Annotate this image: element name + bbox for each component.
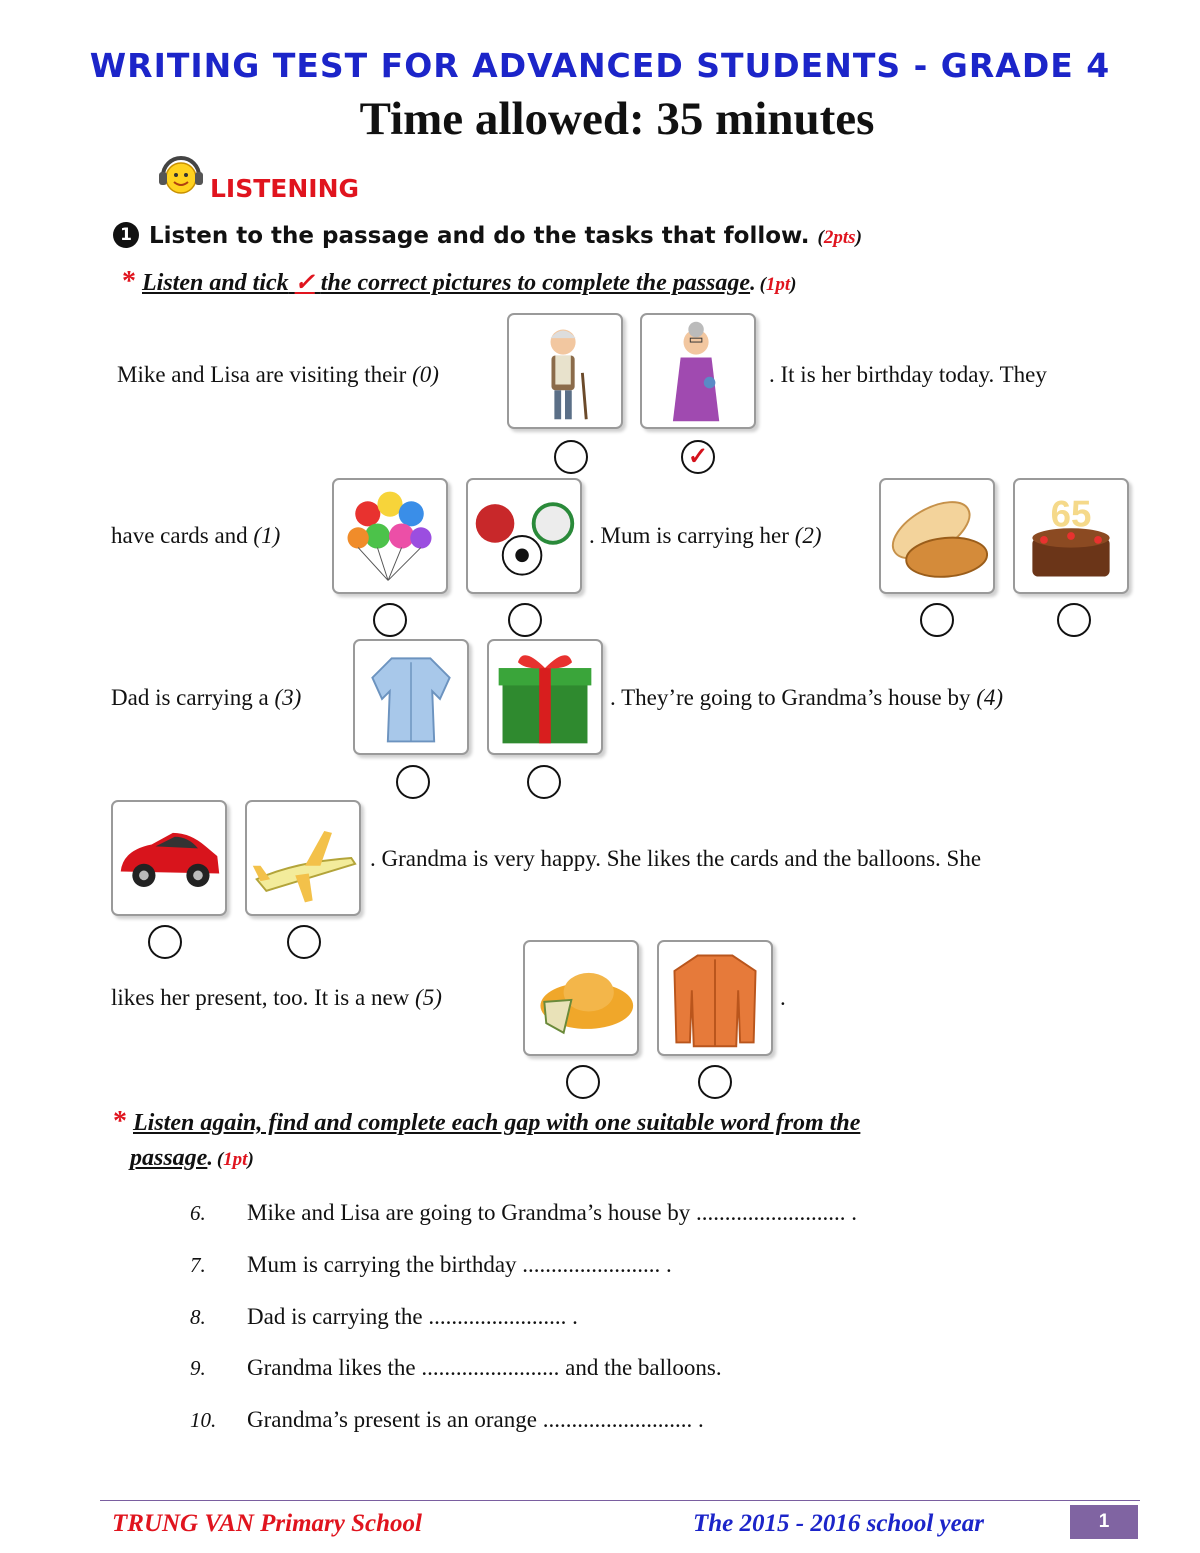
- answer-circle[interactable]: [373, 603, 407, 637]
- section-label: LISTENING: [210, 174, 360, 203]
- answer-circle[interactable]: [698, 1065, 732, 1099]
- gap-item-9: 9. Grandma likes the ........................ and the balloons.: [190, 1355, 722, 1380]
- task2-points: (1pt): [216, 1149, 254, 1170]
- sweater-picture: [657, 940, 773, 1056]
- answer-circle[interactable]: [1057, 603, 1091, 637]
- gap-item-10: 10. Grandma’s present is an orange .......................... .: [190, 1407, 704, 1432]
- footer-year: The 2015 - 2016 school year: [693, 1510, 984, 1537]
- grandfather-picture: [507, 313, 623, 429]
- task2-instruction-line2: [130, 1145, 254, 1172]
- footer-divider: [100, 1500, 1140, 1501]
- passage-line-4-after: .: [780, 985, 786, 1010]
- passage-line-0-after: . It is her birthday today. They: [769, 362, 1047, 387]
- answer-circle[interactable]: [396, 765, 430, 799]
- headphones-smiley-icon: [155, 152, 207, 198]
- airplane-picture: [245, 800, 361, 916]
- time-allowed: Time allowed: 35 minutes: [359, 93, 875, 145]
- blouse-picture: [353, 639, 469, 755]
- page-title: WRITING TEST FOR ADVANCED STUDENTS - GRADE 4: [89, 46, 1111, 85]
- balloons-picture: [332, 478, 448, 594]
- answer-circle[interactable]: [920, 603, 954, 637]
- answer-circle[interactable]: [566, 1065, 600, 1099]
- task2-text-a: Listen again, find and complete each gap with one suitable word from the: [133, 1110, 861, 1136]
- question-number: 1: [113, 222, 139, 248]
- task2-period: .: [207, 1145, 213, 1170]
- svg-text:65: 65: [1050, 493, 1092, 535]
- answer-circle[interactable]: [554, 440, 588, 474]
- answer-circle[interactable]: [527, 765, 561, 799]
- passage-line-2: Dad is carrying a (3): [111, 685, 302, 710]
- passage-line-0: Mike and Lisa are visiting their (0): [117, 362, 439, 387]
- gap-item-6: 6. Mike and Lisa are going to Grandma’s house by .......................... .: [190, 1200, 858, 1225]
- passage-line-4: likes her present, too. It is a new (5): [111, 985, 442, 1010]
- task2-text-b: passage: [130, 1145, 208, 1171]
- page-number: 1: [1070, 1505, 1138, 1539]
- footer-school: TRUNG VAN Primary School: [112, 1510, 422, 1537]
- task1-instruction: [122, 266, 797, 298]
- car-picture: [111, 800, 227, 916]
- gap-item-8: 8. Dad is carrying the ........................ .: [190, 1304, 578, 1329]
- answer-circle[interactable]: [287, 925, 321, 959]
- passage-line-1-after: . Mum is carrying her (2): [589, 523, 822, 548]
- answer-circle[interactable]: [148, 925, 182, 959]
- answer-circle-checked[interactable]: ✓: [681, 440, 715, 474]
- star-marker: *: [122, 266, 136, 297]
- star-marker: *: [113, 1106, 127, 1137]
- passage-line-1: have cards and (1): [111, 523, 281, 548]
- question-1: [113, 222, 862, 249]
- task1-text-a: Listen and tick: [142, 270, 289, 296]
- gap-item-7: 7. Mum is carrying the birthday ........................ .: [190, 1252, 672, 1277]
- task1-period: .: [750, 270, 756, 295]
- gift-box-picture: [487, 639, 603, 755]
- balls-picture: [466, 478, 582, 594]
- grandmother-picture: [640, 313, 756, 429]
- question-points: (2pts): [817, 227, 862, 248]
- bread-picture: [879, 478, 995, 594]
- task1-points: (1pt): [759, 274, 797, 295]
- tick-icon: ✓: [294, 270, 315, 296]
- passage-line-3-after: . Grandma is very happy. She likes the cards and the balloons. She: [370, 846, 982, 871]
- birthday-cake-picture: [1013, 478, 1129, 594]
- question-text: Listen to the passage and do the tasks that follow.: [149, 223, 810, 249]
- task2-instruction: [113, 1106, 1113, 1138]
- answer-circle[interactable]: [508, 603, 542, 637]
- hat-picture: [523, 940, 639, 1056]
- passage-line-2-after: . They’re going to Grandma’s house by (4): [610, 685, 1004, 710]
- task1-text-b: the correct pictures to complete the passage: [320, 270, 751, 296]
